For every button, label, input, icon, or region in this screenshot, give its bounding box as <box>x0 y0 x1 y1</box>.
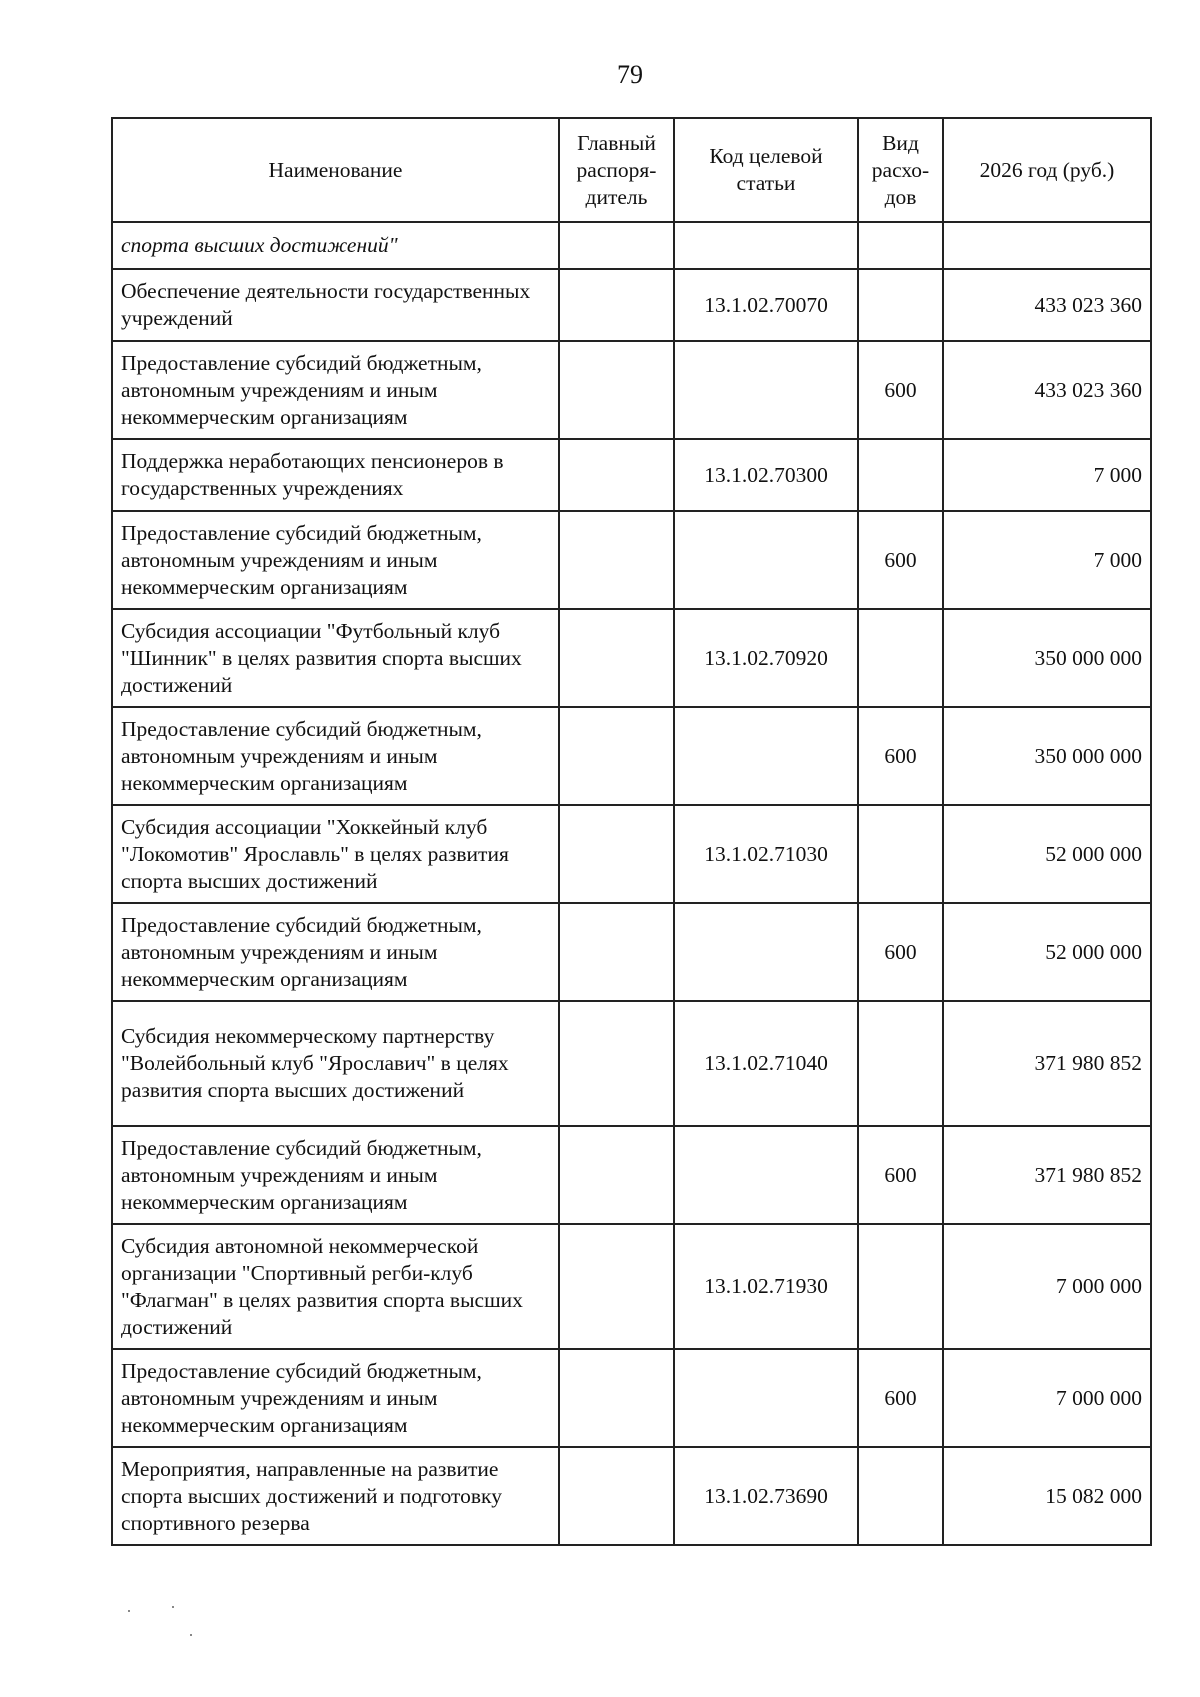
row-name: Субсидия ассоциации "Футбольный клуб "Шинник" в целях развития спорта высших достижений <box>112 609 559 707</box>
row-amount: 371 980 852 <box>943 1001 1151 1126</box>
row-code <box>674 1349 858 1447</box>
row-amount: 7 000 000 <box>943 1224 1151 1349</box>
table-row <box>112 222 1151 269</box>
row-name: Субсидия некоммерческому партнерству "Волейбольный клуб "Ярославич" в целях развития спорта высших достижений <box>112 1001 559 1126</box>
scan-speck <box>172 1606 174 1608</box>
row-name: Мероприятия, направленные на развитие спорта высших достижений и подготовку спортивного резерва <box>112 1447 559 1545</box>
row-amount: 52 000 000 <box>943 903 1151 1001</box>
row-type: 600 <box>858 1126 943 1224</box>
row-amount: 52 000 000 <box>943 805 1151 903</box>
row-manager <box>559 1349 674 1447</box>
row-manager <box>559 511 674 609</box>
row-code: 13.1.02.71040 <box>674 1001 858 1126</box>
row-code <box>674 511 858 609</box>
row-code <box>674 341 858 439</box>
row-type: 600 <box>858 903 943 1001</box>
table-row <box>112 707 1151 805</box>
row-name: Предоставление субсидий бюджетным, автономным учреждениям и иным некоммерческим организациям <box>112 1126 559 1224</box>
row-code <box>674 1126 858 1224</box>
row-code <box>674 222 858 269</box>
row-name: Обеспечение деятельности государственных учреждений <box>112 269 559 341</box>
row-amount: 433 023 360 <box>943 269 1151 341</box>
row-amount: 350 000 000 <box>943 609 1151 707</box>
row-code: 13.1.02.70920 <box>674 609 858 707</box>
row-type: 600 <box>858 707 943 805</box>
row-type: 600 <box>858 511 943 609</box>
budget-table <box>111 117 1152 1546</box>
row-amount: 350 000 000 <box>943 707 1151 805</box>
row-manager <box>559 439 674 511</box>
row-code <box>674 903 858 1001</box>
row-amount: 15 082 000 <box>943 1447 1151 1545</box>
row-name: Субсидия ассоциации "Хоккейный клуб "Локомотив" Ярославль" в целях развития спорта высших достижений <box>112 805 559 903</box>
row-manager <box>559 805 674 903</box>
row-type <box>858 222 943 269</box>
table-row <box>112 1001 1151 1126</box>
row-name: спорта высших достижений" <box>112 222 559 269</box>
row-manager <box>559 269 674 341</box>
table-row <box>112 1126 1151 1224</box>
row-manager <box>559 1126 674 1224</box>
row-name: Предоставление субсидий бюджетным, автономным учреждениям и иным некоммерческим организациям <box>112 903 559 1001</box>
row-name: Предоставление субсидий бюджетным, автономным учреждениям и иным некоммерческим организациям <box>112 707 559 805</box>
row-manager <box>559 903 674 1001</box>
row-manager <box>559 1447 674 1545</box>
table-row <box>112 439 1151 511</box>
row-name: Субсидия автономной некоммерческой организации "Спортивный регби-клуб "Флагман" в целях развития спорта высших достижений <box>112 1224 559 1349</box>
row-amount: 7 000 000 <box>943 1349 1151 1447</box>
row-manager <box>559 222 674 269</box>
row-type <box>858 805 943 903</box>
page-number: 79 <box>617 60 643 89</box>
row-name: Предоставление субсидий бюджетным, автономным учреждениям и иным некоммерческим организациям <box>112 1349 559 1447</box>
row-code: 13.1.02.70300 <box>674 439 858 511</box>
row-type <box>858 1001 943 1126</box>
row-amount: 7 000 <box>943 511 1151 609</box>
table-header-row <box>112 118 1151 222</box>
row-code: 13.1.02.71030 <box>674 805 858 903</box>
row-amount: 371 980 852 <box>943 1126 1151 1224</box>
row-name: Предоставление субсидий бюджетным, автономным учреждениям и иным некоммерческим организациям <box>112 341 559 439</box>
row-type <box>858 439 943 511</box>
row-code: 13.1.02.70070 <box>674 269 858 341</box>
table-row <box>112 1447 1151 1545</box>
row-code <box>674 707 858 805</box>
table-row <box>112 511 1151 609</box>
table-row <box>112 341 1151 439</box>
row-manager <box>559 707 674 805</box>
scan-speck <box>128 1610 130 1612</box>
row-manager <box>559 1001 674 1126</box>
table-row <box>112 903 1151 1001</box>
table-row <box>112 269 1151 341</box>
header-main-manager: Главный распоря-дитель <box>559 118 674 222</box>
row-type: 600 <box>858 1349 943 1447</box>
scan-specks <box>120 1604 240 1644</box>
row-code: 13.1.02.73690 <box>674 1447 858 1545</box>
header-expense-type: Вид расхо-дов <box>858 118 943 222</box>
row-type <box>858 269 943 341</box>
table-row <box>112 609 1151 707</box>
table-row <box>112 1349 1151 1447</box>
table-row <box>112 1224 1151 1349</box>
scan-speck <box>190 1634 192 1636</box>
row-type <box>858 609 943 707</box>
row-type <box>858 1447 943 1545</box>
row-manager <box>559 1224 674 1349</box>
row-amount: 7 000 <box>943 439 1151 511</box>
table-row <box>112 805 1151 903</box>
row-type <box>858 1224 943 1349</box>
header-year-amount: 2026 год (руб.) <box>943 118 1151 222</box>
row-manager <box>559 609 674 707</box>
row-name: Поддержка неработающих пенсионеров в государственных учреждениях <box>112 439 559 511</box>
row-type: 600 <box>858 341 943 439</box>
row-code: 13.1.02.71930 <box>674 1224 858 1349</box>
row-manager <box>559 341 674 439</box>
row-amount: 433 023 360 <box>943 341 1151 439</box>
row-name: Предоставление субсидий бюджетным, автономным учреждениям и иным некоммерческим организациям <box>112 511 559 609</box>
header-name: Наименование <box>112 118 559 222</box>
row-amount <box>943 222 1151 269</box>
header-target-code: Код целевой статьи <box>674 118 858 222</box>
